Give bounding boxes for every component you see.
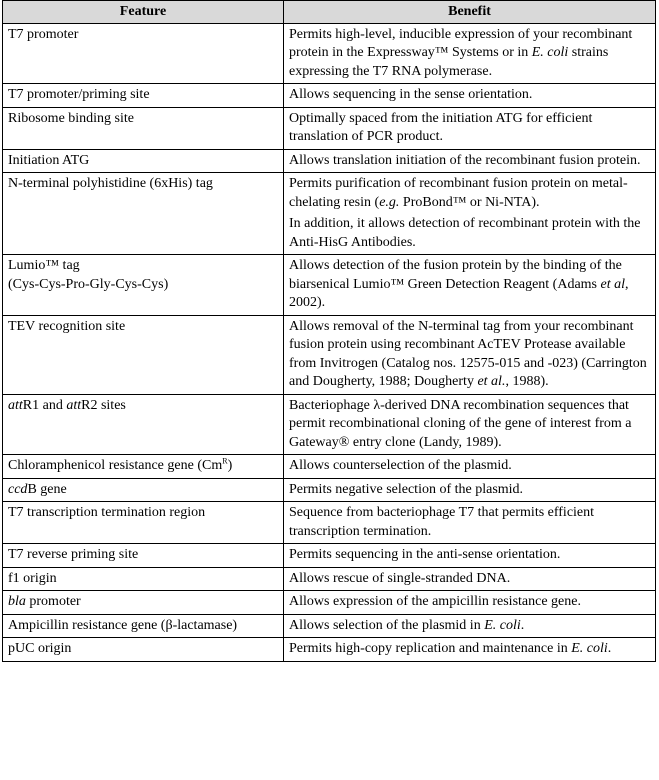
benefit-cell: [284, 23, 656, 84]
feature-cell: Ampicillin resistance gene (β-lactamase): [3, 614, 284, 638]
benefit-cell: [284, 173, 656, 255]
feature-cell: N-terminal polyhistidine (6xHis) tag: [3, 173, 284, 255]
benefit-text: Optimally spaced from the initiation ATG for efficient translation of PCR product.: [289, 110, 593, 144]
benefit-cell: [284, 455, 656, 479]
table-row: [3, 614, 656, 638]
feature-cell: f1 origin: [3, 567, 284, 591]
benefit-cell: [284, 255, 656, 316]
table-row: [3, 638, 656, 662]
table-row: [3, 255, 656, 316]
benefit-cell: [284, 638, 656, 662]
benefit-cell: [284, 394, 656, 455]
table-row: [3, 455, 656, 479]
benefit-cell: [284, 107, 656, 149]
benefit-cell: [284, 567, 656, 591]
benefit-cell: [284, 502, 656, 544]
column-header-benefit: Benefit: [284, 1, 656, 24]
feature-cell: attR1 and attR2 sites: [3, 394, 284, 455]
benefit-text: Allows translation initiation of the recombinant fusion protein.: [289, 152, 641, 168]
benefit-text: Allows selection of the plasmid in E. coli.: [289, 617, 525, 633]
benefit-text: Allows counterselection of the plasmid.: [289, 458, 512, 473]
table-row: [3, 315, 656, 394]
benefit-text: Permits high-level, inducible expression of your recombinant protein in the Expressway™ Systems or in E. coli strains expressing the T7 RNA polymerase.: [289, 26, 633, 79]
benefit-cell: [284, 149, 656, 173]
benefit-text: In addition, it allows detection of recombinant protein with the Anti-HisG Antibodies.: [289, 216, 641, 250]
benefit-text: Allows expression of the ampicillin resistance gene.: [289, 594, 581, 609]
benefit-text: Allows detection of the fusion protein by the binding of the biarsenical Lumio™ Green Detection Reagent (Adams et al, 2002).: [289, 258, 629, 310]
benefit-text: Permits negative selection of the plasmid.: [289, 481, 524, 497]
benefit-text: Allows removal of the N-terminal tag from your recombinant fusion protein using recombinant AcTEV Protease available from Invitrogen (Catalog nos. 12575-015 and -023) (Carrington and Dougherty, 1988; Dougherty et al., 1988).: [289, 318, 647, 389]
feature-benefit-table: [2, 0, 656, 662]
table-row: [3, 107, 656, 149]
feature-cell: ccdB gene: [3, 478, 284, 502]
table-row: [3, 173, 656, 255]
table-row: [3, 591, 656, 615]
benefit-cell: [284, 544, 656, 568]
table-row: [3, 502, 656, 544]
benefit-text: Sequence from bacteriophage T7 that permits efficient transcription termination.: [289, 505, 595, 539]
table-body: [3, 23, 656, 661]
table-row: [3, 394, 656, 455]
feature-cell: Lumio™ tag (Cys-Cys-Pro-Gly-Cys-Cys): [3, 255, 284, 316]
feature-cell: TEV recognition site: [3, 315, 284, 394]
feature-cell: T7 reverse priming site: [3, 544, 284, 568]
column-header-feature: Feature: [3, 1, 284, 24]
benefit-cell: [284, 84, 656, 108]
table-row: [3, 567, 656, 591]
benefit-cell: [284, 591, 656, 615]
table-row: [3, 149, 656, 173]
benefit-text: Permits purification of recombinant fusion protein on metal-chelating resin (e.g. ProBond™ or Ni-NTA).: [289, 176, 628, 210]
feature-cell: Ribosome binding site: [3, 107, 284, 149]
benefit-cell: [284, 478, 656, 502]
benefit-text: Permits sequencing in the anti-sense orientation.: [289, 547, 561, 562]
feature-cell: Initiation ATG: [3, 149, 284, 173]
feature-cell: T7 transcription termination region: [3, 502, 284, 544]
table-row: [3, 23, 656, 84]
benefit-text: Permits high-copy replication and maintenance in E. coli.: [289, 641, 612, 656]
benefit-cell: [284, 614, 656, 638]
feature-cell: T7 promoter/priming site: [3, 84, 284, 108]
benefit-text: Bacteriophage λ-derived DNA recombination sequences that permit recombinational cloning of the gene of interest from a Gateway® entry clone (Landy, 1989).: [289, 397, 632, 450]
feature-cell: bla promoter: [3, 591, 284, 615]
benefit-text: Allows rescue of single-stranded DNA.: [289, 570, 511, 586]
table-row: [3, 478, 656, 502]
table-row: [3, 544, 656, 568]
table-header-row: [3, 1, 656, 24]
feature-cell: pUC origin: [3, 638, 284, 662]
table-row: [3, 84, 656, 108]
feature-cell: Chloramphenicol resistance gene $(Cm^R)$: [3, 455, 284, 479]
feature-cell: T7 promoter: [3, 23, 284, 84]
benefit-text: Allows sequencing in the sense orientation.: [289, 87, 533, 102]
benefit-cell: [284, 315, 656, 394]
